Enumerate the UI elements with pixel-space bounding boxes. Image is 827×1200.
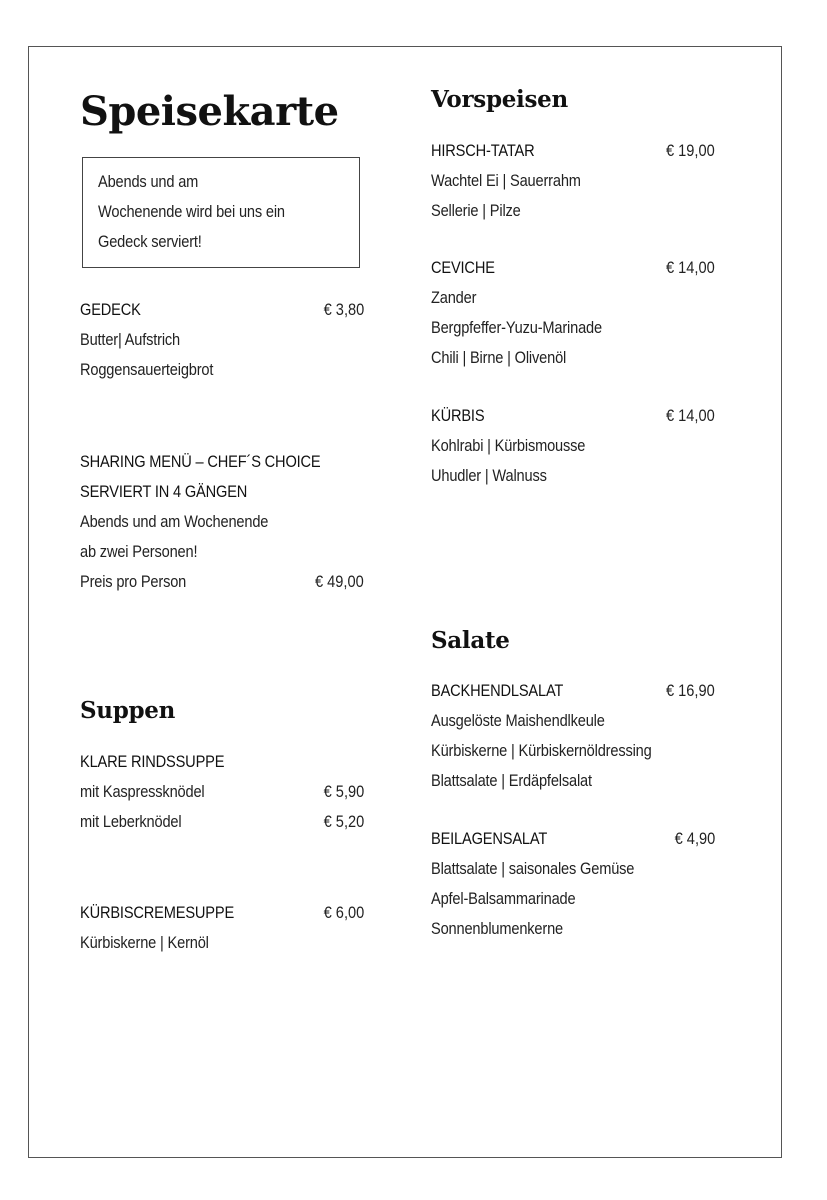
menu-item-sharing-menu	[80, 447, 364, 597]
item-name: KÜRBISCREMESUPPE	[80, 903, 235, 922]
section-heading-salate: Salate	[431, 627, 510, 654]
section-heading-vorspeisen: Vorspeisen	[431, 86, 568, 113]
menu-item-kuerbiscremesuppe	[80, 898, 364, 958]
menu-item-beilagensalat	[431, 824, 715, 944]
menu-item-backhendlsalat	[431, 676, 715, 796]
item-detail: Apfel-Balsammarinade	[431, 889, 576, 908]
menu-item-klare-rindssuppe	[80, 747, 364, 837]
variant-price: € 5,20	[323, 812, 364, 831]
item-name: SHARING MENÜ – CHEF´S CHOICE	[80, 452, 321, 471]
menu-item-ceviche	[431, 253, 715, 373]
item-detail: Ausgelöste Maishendlkeule	[431, 711, 605, 730]
item-name: SERVIERT IN 4 GÄNGEN	[80, 482, 248, 501]
item-name: CEVICHE	[431, 258, 495, 277]
item-detail: Kürbiskerne | Kürbiskernöldressing	[431, 741, 652, 760]
menu-item-kuerbis	[431, 401, 715, 491]
page-title: Speisekarte	[80, 88, 339, 135]
item-price: € 49,00	[315, 572, 364, 591]
item-name: GEDECK	[80, 300, 141, 319]
item-detail: Sellerie | Pilze	[431, 201, 521, 220]
item-price: € 3,80	[323, 300, 364, 319]
item-name: BACKHENDLSALAT	[431, 681, 564, 700]
item-name: HIRSCH-TATAR	[431, 141, 535, 160]
variant-label: mit Leberknödel	[80, 812, 182, 831]
item-name: KÜRBIS	[431, 406, 485, 425]
item-detail: Roggensauerteigbrot	[80, 360, 214, 379]
notice-line: Abends und am	[98, 172, 199, 191]
menu-item-gedeck	[80, 295, 364, 385]
item-price: € 14,00	[666, 258, 715, 277]
item-detail: ab zwei Personen!	[80, 542, 198, 561]
item-price: € 4,90	[674, 829, 715, 848]
item-detail: Kohlrabi | Kürbismousse	[431, 436, 586, 455]
item-price: € 6,00	[323, 903, 364, 922]
item-detail: Abends und am Wochenende	[80, 512, 269, 531]
item-detail: Kürbiskerne | Kernöl	[80, 933, 209, 952]
item-name: BEILAGENSALAT	[431, 829, 548, 848]
item-detail: Blattsalate | saisonales Gemüse	[431, 859, 635, 878]
item-detail: Blattsalate | Erdäpfelsalat	[431, 771, 592, 790]
item-detail: Bergpfeffer-Yuzu-Marinade	[431, 318, 602, 337]
variant-label: mit Kaspressknödel	[80, 782, 205, 801]
variant-price: € 5,90	[323, 782, 364, 801]
price-label: Preis pro Person	[80, 572, 187, 591]
section-heading-suppen: Suppen	[80, 697, 176, 724]
notice-line: Wochenende wird bei uns ein	[98, 202, 285, 221]
item-detail: Sonnenblumenkerne	[431, 919, 564, 938]
notice-line: Gedeck serviert!	[98, 232, 202, 251]
item-detail: Chili | Birne | Olivenöl	[431, 348, 567, 367]
item-detail: Uhudler | Walnuss	[431, 466, 547, 485]
item-detail: Wachtel Ei | Sauerrahm	[431, 171, 581, 190]
item-price: € 14,00	[666, 406, 715, 425]
item-price: € 19,00	[666, 141, 715, 160]
menu-item-hirsch-tatar	[431, 136, 715, 226]
item-name: KLARE RINDSSUPPE	[80, 752, 225, 771]
item-detail: Butter| Aufstrich	[80, 330, 181, 349]
item-detail: Zander	[431, 288, 477, 307]
item-price: € 16,90	[666, 681, 715, 700]
gedeck-notice-box	[82, 157, 360, 268]
